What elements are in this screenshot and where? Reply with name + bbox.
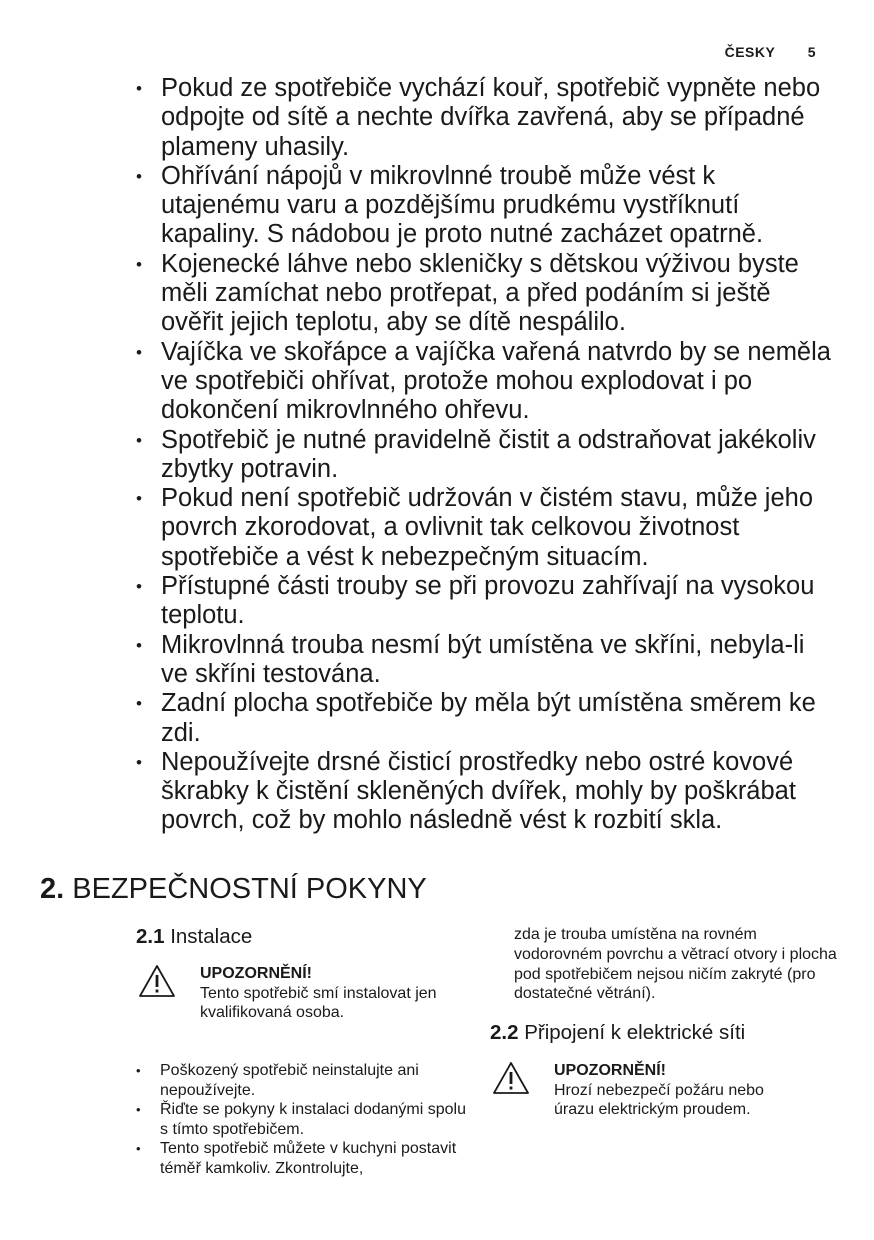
subsection-number: 2.1: [136, 925, 165, 948]
warning-body: Tento spotřebič smí instalovat jen kvalifikovaná osoba.: [200, 984, 437, 1021]
list-item: • Ohřívání nápojů v mikrovlnné troubě může vést k utajenému varu a pozdějšímu prudkému vystříknutí kapaliny. S nádobou je proto nutné zacházet opatrně.: [136, 162, 836, 250]
installation-list: [136, 1061, 466, 1179]
list-item: • Mikrovlnná trouba nesmí být umístěna ve skříni, nebyla-li ve skříni testována.: [136, 631, 836, 690]
list-item: • Nepoužívejte drsné čisticí prostředky nebo ostré kovové škrabky k čistění skleněných dvířek, mohly by poškrábat povrch, což by mohlo následně vést k rozbití skla.: [136, 748, 836, 836]
list-item: • Řiďte se pokyny k instalaci dodanými spolu s tímto spotřebičem.: [136, 1100, 466, 1139]
warning-triangle-icon: [492, 1061, 530, 1095]
warning-text: [200, 964, 438, 1023]
page-header: [725, 44, 816, 60]
list-item: • Pokud ze spotřebiče vychází kouř, spotřebič vypněte nebo odpojte od sítě a nechte dvířka zavřená, aby se případné plameny uhasily.: [136, 74, 836, 162]
installation-continuation: zda je trouba umístěna na rovném vodorovném povrchu a větrací otvory i plocha pod spotřebičem nejsou ničím zakryté (pro dostatečné větrání).: [514, 926, 837, 1003]
section-title: [40, 873, 427, 906]
section-number: 2.: [40, 873, 65, 905]
warning-box-installation: [138, 964, 438, 1023]
list-item: • Přístupné části trouby se při provozu zahřívají na vysokou teplotu.: [136, 572, 836, 631]
warning-triangle-icon: [138, 964, 176, 998]
warning-box-electrical: [492, 1061, 792, 1120]
list-item: • Vajíčka ve skořápce a vajíčka vařená natvrdo by se neměla ve spotřebiči ohřívat, protože mohou explodovat i po dokončení mikrovlnného ohřevu.: [136, 338, 836, 426]
language-label: ČESKY: [724, 44, 776, 60]
warning-heading: UPOZORNĚNÍ!: [200, 965, 312, 982]
list-item: • Poškozený spotřebič neinstalujte ani nepoužívejte.: [136, 1061, 466, 1100]
list-item: • Pokud není spotřebič udržován v čistém stavu, může jeho povrch zkorodovat, a ovlivnit tak celkovou životnost spotřebiče a vést k nebezpečným situacím.: [136, 484, 836, 572]
subsection-title-electrical: [490, 1021, 745, 1045]
section-title-text: BEZPEČNOSTNÍ POKYNY: [72, 873, 427, 905]
subsection-number: 2.2: [490, 1021, 519, 1044]
warning-heading: UPOZORNĚNÍ!: [554, 1062, 666, 1079]
subsection-title-text: Připojení k elektrické síti: [524, 1021, 746, 1044]
list-item: • Zadní plocha spotřebiče by měla být umístěna směrem ke zdi.: [136, 689, 836, 748]
list-item: • Tento spotřebič můžete v kuchyni postavit téměř kamkoliv. Zkontrolujte,: [136, 1139, 466, 1178]
safety-list: [136, 74, 836, 836]
page-number: 5: [807, 44, 816, 60]
list-item: • Kojenecké láhve nebo skleničky s dětskou výživou byste měli zamíchat nebo protřepat, a před podáním si ještě ověřit jejich teplotu, aby se dítě nespálilo.: [136, 250, 836, 338]
warning-text: [554, 1061, 792, 1120]
subsection-title-installation: [136, 925, 252, 949]
warning-body: Hrozí nebezpečí požáru nebo úrazu elektrickým proudem.: [554, 1081, 764, 1118]
list-item: • Spotřebič je nutné pravidelně čistit a odstraňovat jakékoliv zbytky potravin.: [136, 426, 836, 485]
subsection-title-text: Instalace: [170, 925, 253, 948]
